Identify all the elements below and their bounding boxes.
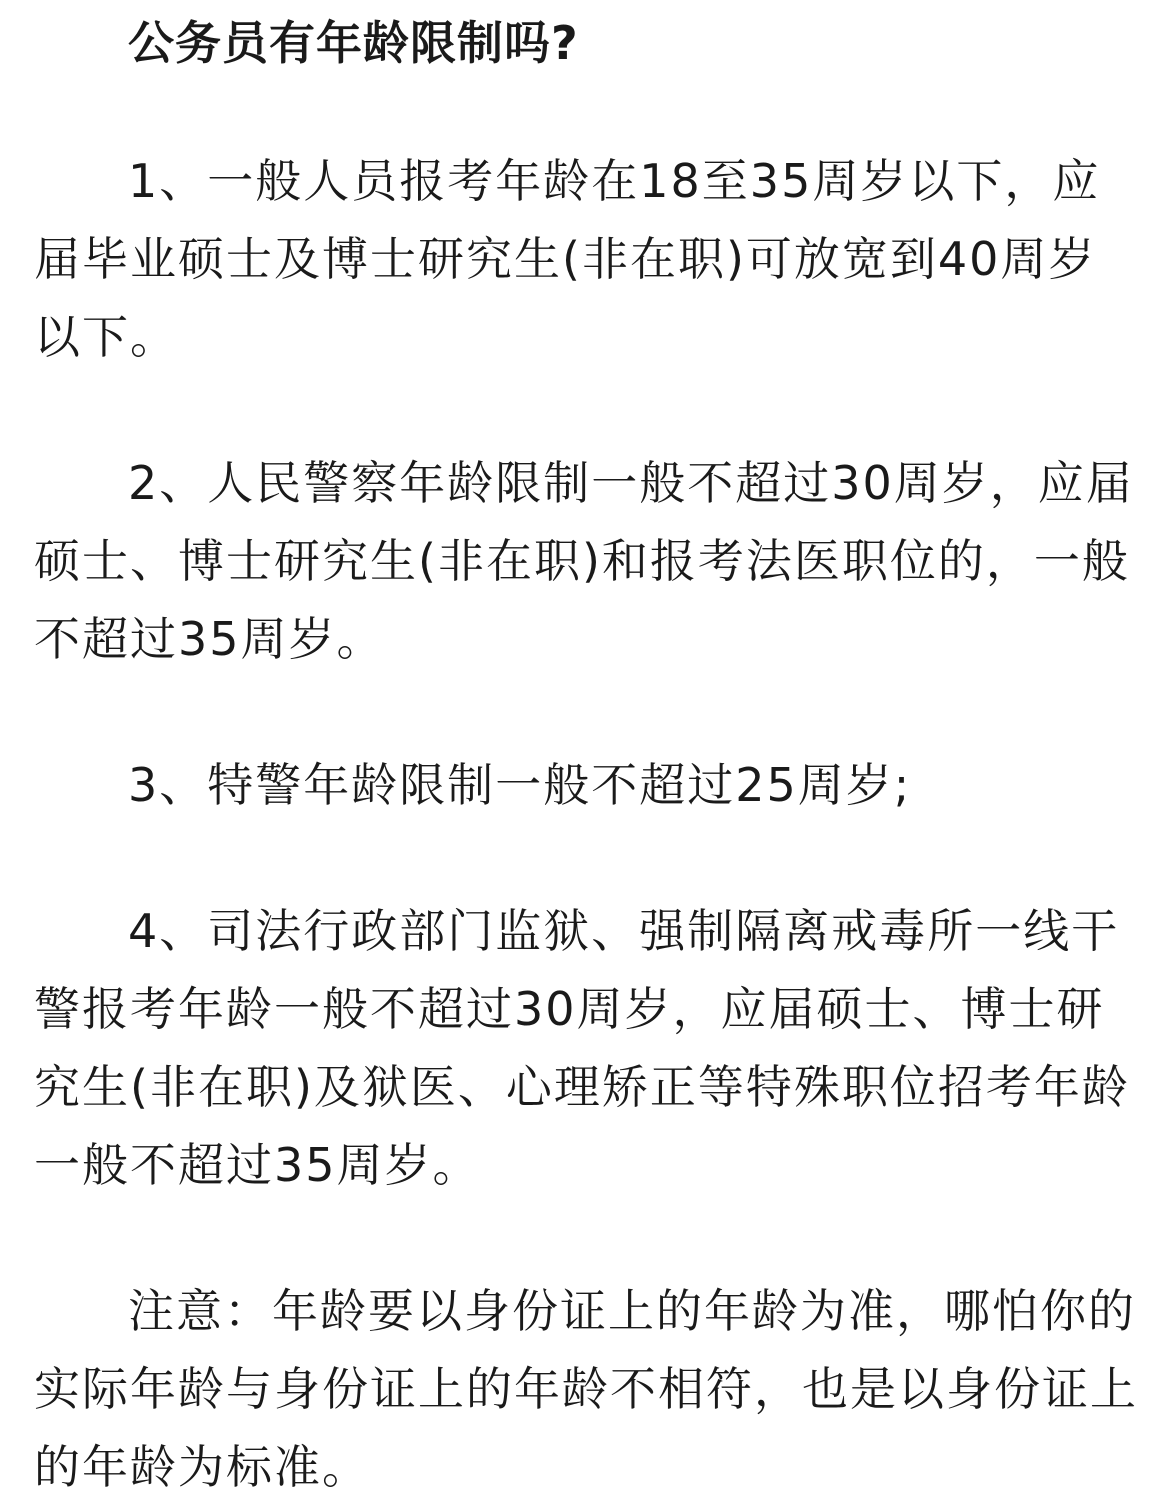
article (34, 0, 1138, 1506)
paragraph-note-id-card-age: 注意：年龄要以身份证上的年龄为准，哪怕你的实际年龄与身份证上的年龄不相符，也是以身份证上的年龄为标准。 (34, 1284, 1138, 1494)
paragraph-general-staff-age: 1、一般人员报考年龄在18至35周岁以下，应届毕业硕士及博士研究生(非在职)可放宽到40周岁以下。 (34, 154, 1101, 364)
paragraph-judicial-staff-age: 4、司法行政部门监狱、强制隔离戒毒所一线干警报考年龄一般不超过30周岁，应届硕士、博士研究生(非在职)及狱医、心理矫正等特殊职位招考年龄一般不超过35周岁。 (34, 904, 1130, 1192)
article-title: 公务员有年龄限制吗? (128, 16, 579, 70)
paragraph-special-police-age: 3、特警年龄限制一般不超过25周岁; (128, 758, 912, 812)
paragraph-police-age: 2、人民警察年龄限制一般不超过30周岁，应届硕士、博士研究生(非在职)和报考法医职位的，一般不超过35周岁。 (34, 456, 1134, 666)
